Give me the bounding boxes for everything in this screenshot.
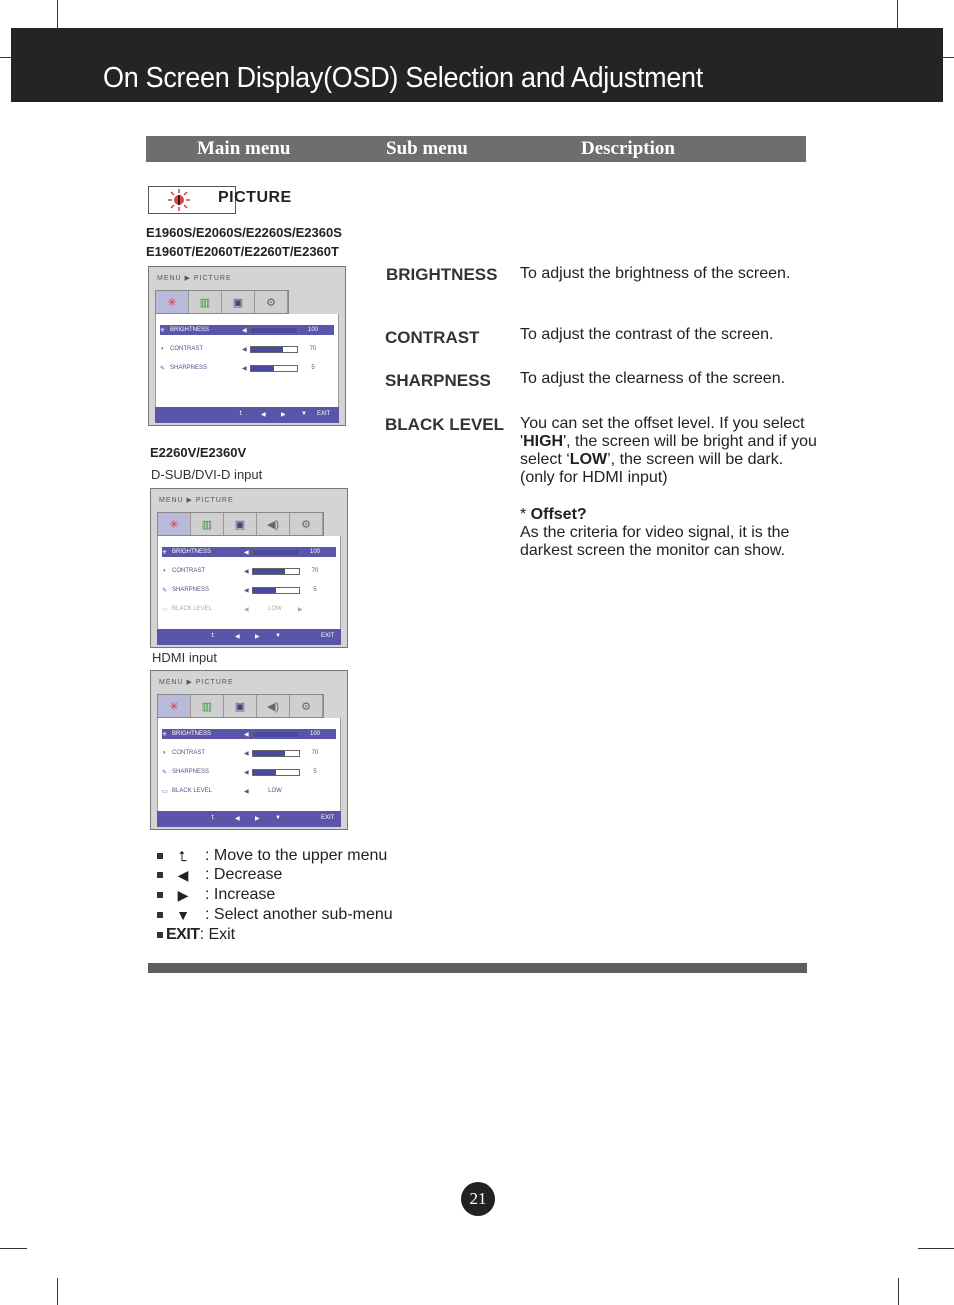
decrease-icon: ◀	[244, 587, 249, 594]
sharpness-icon: ✎	[162, 587, 168, 594]
legend-item	[157, 846, 387, 866]
legend-text: : Select another sub-menu	[205, 906, 393, 923]
upper-menu-icon: ⮤	[211, 633, 215, 639]
desc-black-level	[520, 415, 822, 487]
decrease-icon: ◀	[244, 769, 249, 776]
osd-level-fill	[251, 347, 283, 352]
decrease-icon: ◀	[242, 327, 247, 334]
legend-item	[157, 865, 282, 885]
osd-screenshot	[150, 488, 348, 648]
legend-item	[157, 905, 393, 925]
header-main-menu: Main menu	[197, 138, 291, 159]
osd-level-bar	[250, 365, 298, 372]
osd-row-sharpness	[162, 585, 336, 595]
osd-row-contrast	[160, 344, 334, 354]
osd-row-contrast	[162, 748, 336, 758]
osd-level-fill	[253, 732, 299, 737]
model-list-3: E2260V/E2360V	[150, 445, 247, 460]
osd-color-tab-icon: ▥	[191, 513, 224, 535]
contrast-icon: ◑	[160, 346, 164, 352]
osd-display-tab-icon: ▣	[224, 695, 257, 717]
decrease-icon: ◀	[177, 866, 189, 883]
header-sub-menu: Sub menu	[386, 138, 468, 159]
osd-row-sharpness	[162, 767, 336, 777]
contrast-icon: ◑	[162, 568, 166, 574]
osd-level-fill	[253, 588, 276, 593]
osd-footer	[157, 811, 341, 827]
page-number: 21	[461, 1182, 495, 1216]
desc-text: ’, the screen will be dark.	[607, 451, 784, 468]
bottom-divider	[148, 963, 807, 973]
osd-value: 70	[311, 750, 319, 756]
osd-settings-tab-icon: ⚙	[255, 291, 288, 313]
header-description: Description	[581, 138, 675, 159]
upper-menu-icon: ⮤	[178, 847, 188, 864]
osd-picture-tab-icon: ✳	[158, 695, 191, 717]
input-label-dsub: D-SUB/DVI-D input	[151, 467, 263, 482]
osd-label: SHARPNESS	[172, 587, 210, 593]
decrease-icon: ◀	[244, 788, 249, 795]
increase-icon: ▶	[255, 634, 260, 640]
osd-value: 70	[309, 346, 317, 352]
osd-display-tab-icon: ▣	[224, 513, 257, 535]
osd-picture-tab-icon: ✳	[156, 291, 189, 313]
desc-sharpness: To adjust the clearness of the screen.	[520, 370, 786, 387]
osd-menu-header: MENU ▶ PICTURE	[159, 497, 234, 504]
decrease-icon: ◀	[244, 568, 249, 575]
sharpness-icon: ✎	[162, 769, 168, 776]
black-level-icon: ▭	[162, 788, 168, 795]
osd-label: CONTRAST	[172, 750, 205, 756]
osd-body	[155, 314, 339, 409]
select-sub-menu-icon: ▼	[176, 907, 190, 923]
desc-text: You can set the offset level. If you select '	[520, 415, 805, 450]
decrease-icon: ◀	[235, 634, 240, 640]
osd-settings-tab-icon: ⚙	[290, 513, 323, 535]
decrease-icon: ◀	[244, 549, 249, 556]
osd-value: 100	[309, 731, 320, 737]
osd-level-bar	[252, 568, 300, 575]
decrease-icon: ◀	[244, 606, 249, 613]
osd-label: CONTRAST	[170, 346, 203, 352]
osd-label: BRIGHTNESS	[172, 549, 212, 555]
osd-row-sharpness	[160, 363, 334, 373]
decrease-icon: ◀	[244, 750, 249, 757]
osd-level-bar	[252, 769, 300, 776]
osd-audio-tab-icon: ◀)	[257, 513, 290, 535]
offset-title: Offset?	[530, 506, 587, 523]
legend-item	[157, 925, 235, 945]
sub-menu-brightness: BRIGHTNESS	[386, 265, 498, 284]
sub-menu-black-level: BLACK LEVEL	[385, 415, 504, 434]
legend-text: : Exit	[199, 926, 236, 943]
decrease-icon: ◀	[244, 731, 249, 738]
select-sub-menu-icon: ▼	[275, 815, 281, 821]
brightness-icon: ✳	[160, 327, 166, 334]
sharpness-icon: ✎	[160, 365, 166, 372]
decrease-icon: ◀	[235, 816, 240, 822]
legend-text: : Decrease	[205, 866, 283, 883]
osd-row-brightness	[160, 325, 334, 335]
osd-label: BRIGHTNESS	[170, 327, 210, 333]
decrease-icon: ◀	[261, 412, 266, 418]
osd-value: 100	[307, 327, 318, 333]
increase-icon: ▶	[298, 606, 303, 613]
select-sub-menu-icon: ▼	[301, 411, 307, 417]
offset-prefix: *	[520, 506, 531, 523]
osd-exit: EXIT	[317, 411, 331, 417]
main-menu-picture: PICTURE	[218, 189, 292, 206]
brightness-icon: ✳	[162, 549, 168, 556]
decrease-icon: ◀	[242, 365, 247, 372]
osd-value: LOW	[268, 788, 282, 794]
increase-icon: ▶	[281, 412, 286, 418]
osd-picture-tab-icon: ✳	[158, 513, 191, 535]
osd-screenshot	[150, 670, 348, 830]
upper-menu-icon: ⮤	[239, 411, 243, 417]
osd-menu-header: MENU ▶ PICTURE	[159, 679, 234, 686]
page-title: On Screen Display(OSD) Selection and Adjustment	[103, 62, 703, 94]
osd-menu-header: MENU ▶ PICTURE	[157, 275, 232, 282]
osd-value: LOW	[268, 606, 282, 612]
osd-level-fill	[251, 366, 274, 371]
osd-footer	[155, 407, 339, 423]
osd-level-bar	[250, 346, 298, 353]
desc-brightness: To adjust the brightness of the screen.	[520, 265, 791, 282]
desc-text: (only for HDMI input)	[520, 469, 668, 486]
legend-item	[157, 885, 275, 905]
decrease-icon: ◀	[242, 346, 247, 353]
osd-tabs	[157, 512, 324, 536]
osd-screenshot	[148, 266, 346, 426]
osd-footer	[157, 629, 341, 645]
osd-label: BLACK LEVEL	[172, 606, 213, 612]
osd-value: 100	[309, 549, 320, 555]
osd-label: BLACK LEVEL	[172, 788, 213, 794]
osd-level-bar	[252, 731, 300, 738]
model-list-1: E1960S/E2060S/E2260S/E2360S	[146, 225, 342, 240]
osd-label: SHARPNESS	[170, 365, 208, 371]
bullet	[157, 853, 163, 859]
osd-level-bar	[252, 549, 300, 556]
osd-label: BRIGHTNESS	[172, 731, 212, 737]
osd-value: 5	[313, 587, 317, 593]
osd-level-bar	[252, 587, 300, 594]
increase-icon: ▶	[177, 886, 189, 903]
osd-body	[157, 536, 341, 631]
osd-level-bar	[252, 750, 300, 757]
desc-text: ', the screen will be bright and if you select ‘	[520, 433, 817, 468]
black-level-icon: ▭	[162, 606, 168, 613]
osd-level-fill	[253, 569, 285, 574]
desc-contrast: To adjust the contrast of the screen.	[520, 326, 774, 343]
osd-value: 70	[311, 568, 319, 574]
desc-low: LOW	[569, 451, 608, 468]
osd-exit: EXIT	[321, 815, 335, 821]
sub-menu-sharpness: SHARPNESS	[385, 371, 491, 390]
select-sub-menu-icon: ▼	[275, 633, 281, 639]
osd-row-black-level-disabled	[162, 604, 336, 614]
osd-row-black-level	[162, 786, 336, 796]
osd-label: CONTRAST	[172, 568, 205, 574]
model-list-2: E1960T/E2060T/E2260T/E2360T	[146, 244, 339, 259]
osd-tabs	[155, 290, 289, 314]
sub-menu-contrast: CONTRAST	[385, 328, 480, 347]
brightness-icon: ✳	[162, 731, 168, 738]
bullet	[157, 932, 163, 938]
osd-value: 5	[311, 365, 315, 371]
osd-level-fill	[253, 550, 299, 555]
desc-offset	[520, 506, 820, 560]
osd-audio-tab-icon: ◀)	[257, 695, 290, 717]
bullet	[157, 892, 163, 898]
table-header	[146, 136, 806, 162]
osd-level-fill	[253, 751, 285, 756]
contrast-icon: ◑	[162, 750, 166, 756]
osd-tabs	[157, 694, 324, 718]
desc-high: HIGH	[523, 433, 564, 450]
osd-row-brightness	[162, 547, 336, 557]
osd-exit: EXIT	[321, 633, 335, 639]
osd-color-tab-icon: ▥	[191, 695, 224, 717]
legend-text: : Move to the upper menu	[205, 847, 388, 864]
input-label-hdmi: HDMI input	[152, 650, 218, 665]
osd-body	[157, 718, 341, 813]
increase-icon: ▶	[255, 816, 260, 822]
osd-row-brightness	[162, 729, 336, 739]
legend-text: : Increase	[205, 886, 276, 903]
upper-menu-icon: ⮤	[211, 815, 215, 821]
osd-level-bar	[250, 327, 298, 334]
osd-color-tab-icon: ▥	[189, 291, 222, 313]
legend-exit-label: EXIT	[166, 926, 200, 943]
osd-display-tab-icon: ▣	[222, 291, 255, 313]
bullet	[157, 912, 163, 918]
osd-label: SHARPNESS	[172, 769, 210, 775]
osd-settings-tab-icon: ⚙	[290, 695, 323, 717]
osd-level-fill	[251, 328, 297, 333]
offset-text: As the criteria for video signal, it is the darkest screen the monitor can show.	[520, 524, 790, 559]
bullet	[157, 872, 163, 878]
osd-value: 5	[313, 769, 317, 775]
osd-row-contrast	[162, 566, 336, 576]
osd-level-fill	[253, 770, 276, 775]
